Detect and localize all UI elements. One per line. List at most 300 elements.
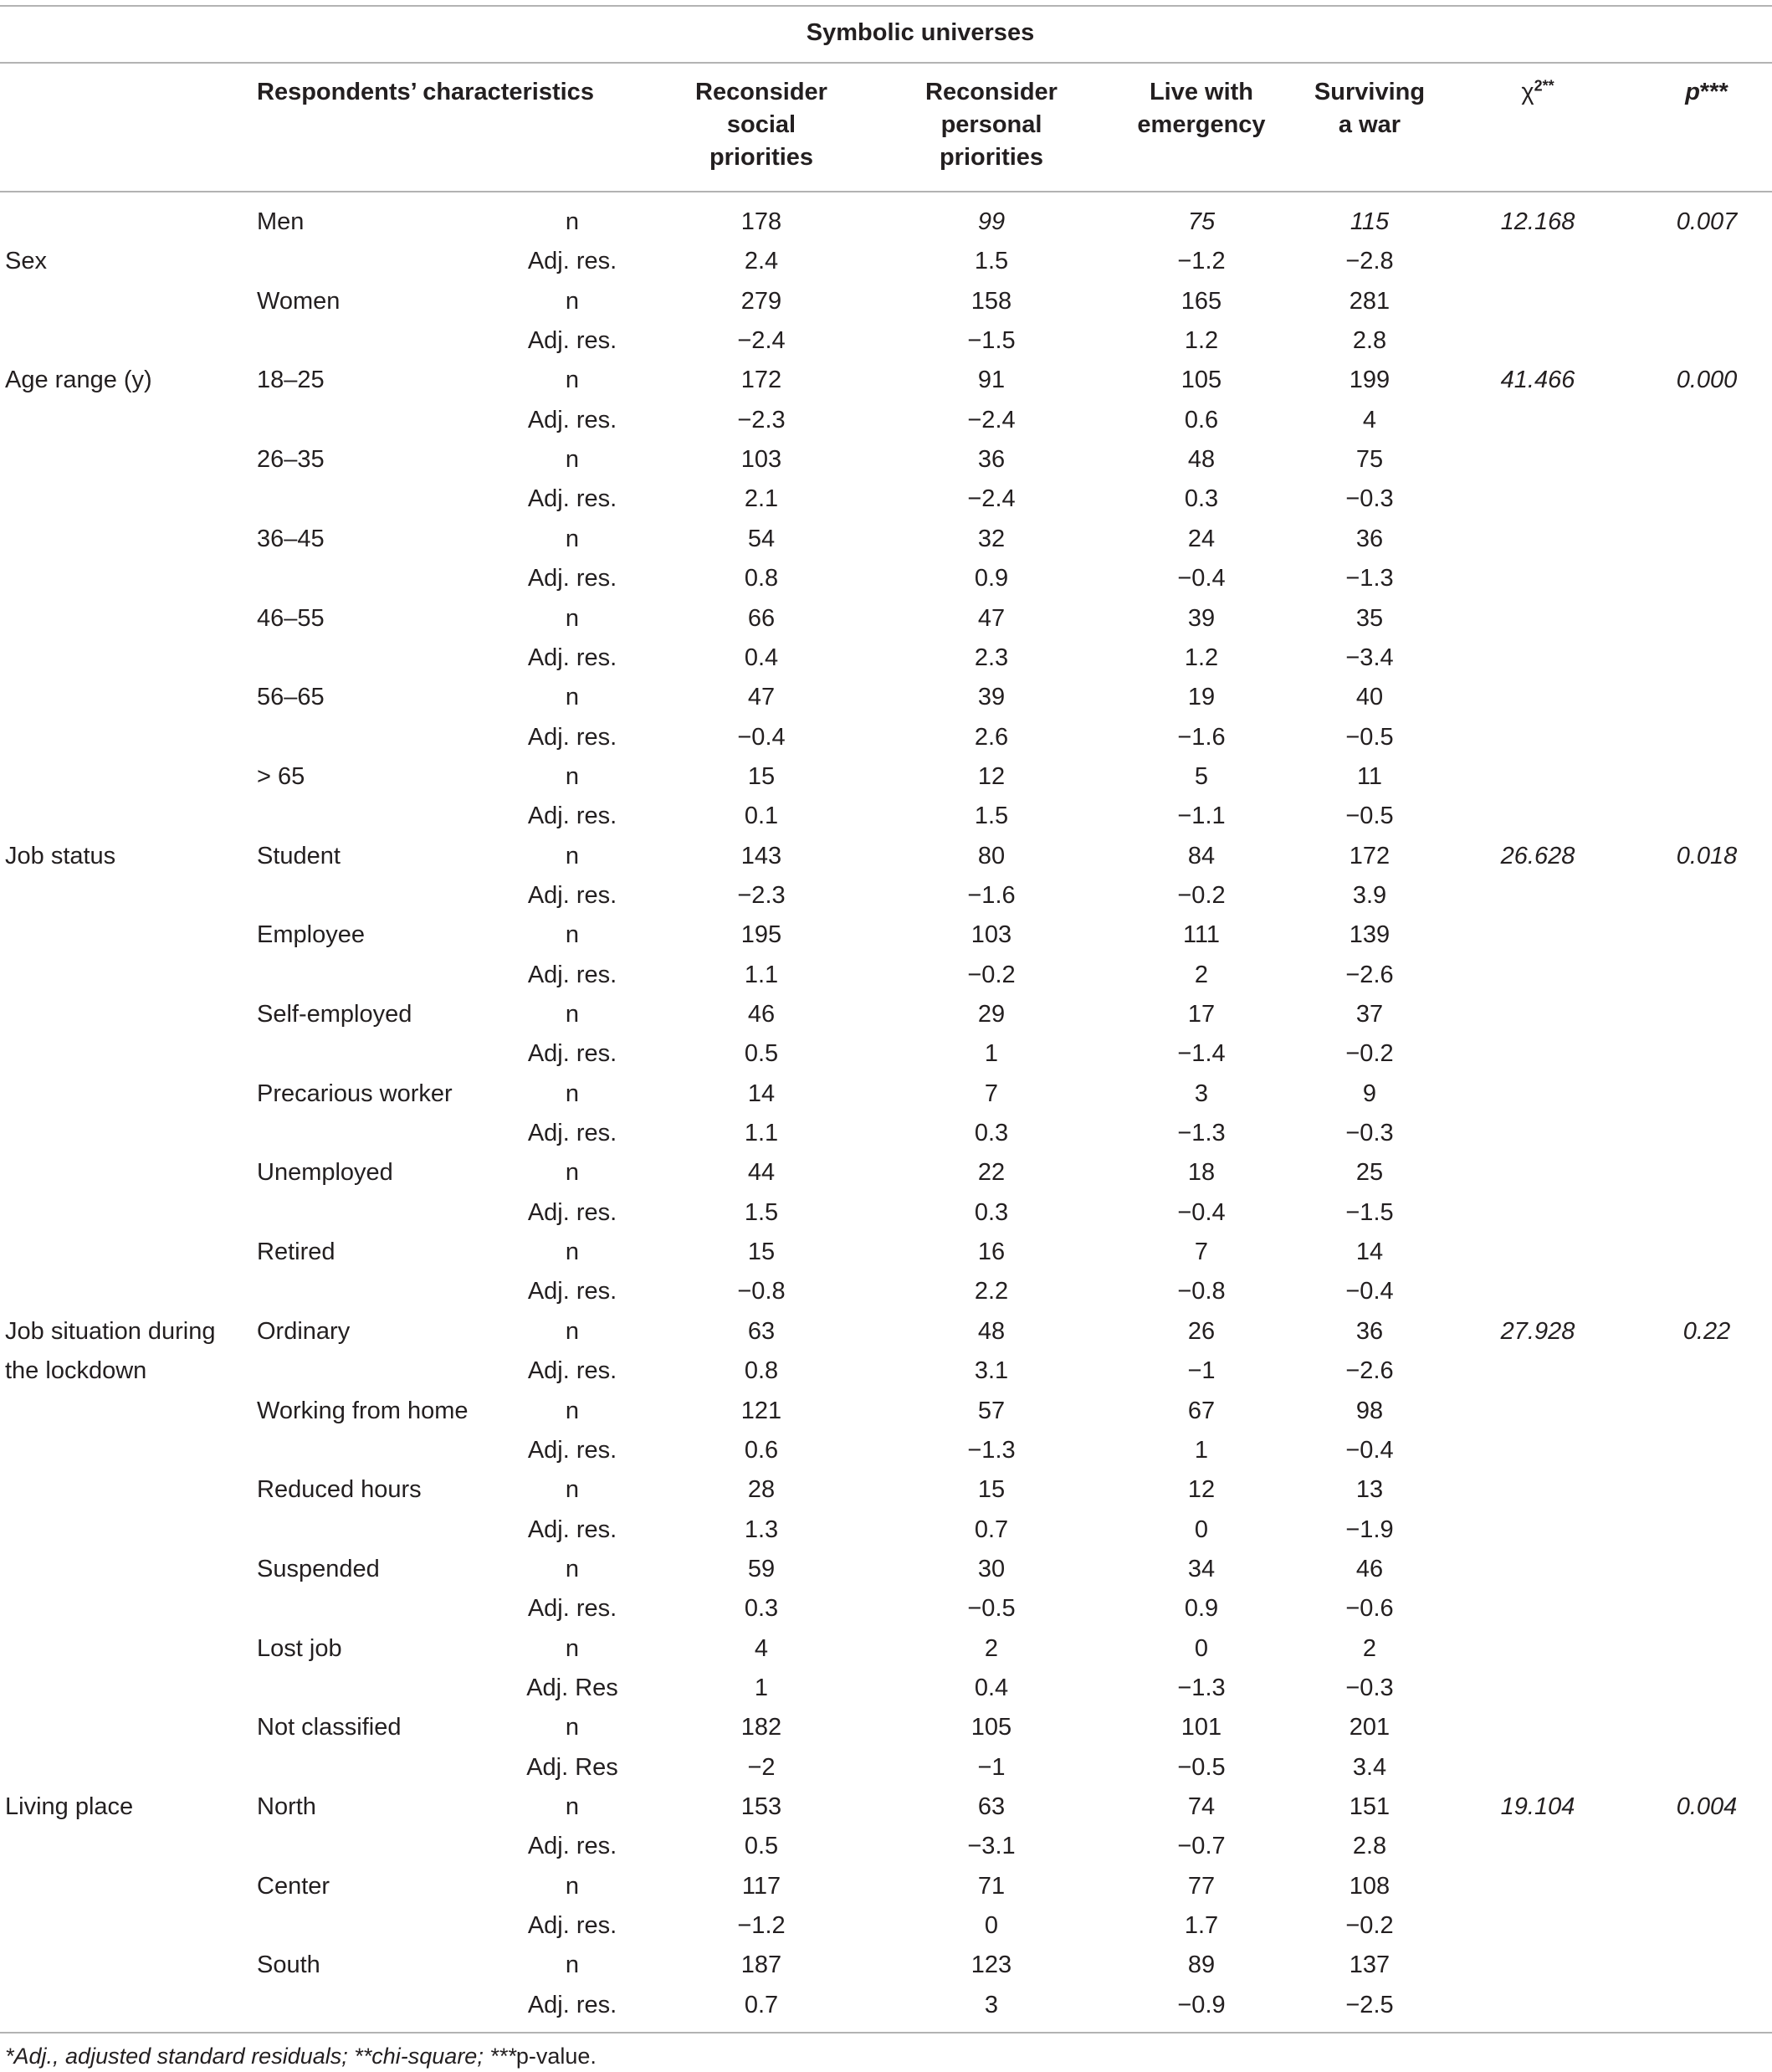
- table-row: [0, 1312, 1772, 1351]
- header-line: Reconsider: [925, 79, 1058, 105]
- cell-value: 101: [1180, 1714, 1222, 1741]
- row-statistic-label: Adj. res.: [527, 1120, 617, 1147]
- cell-value: 80: [977, 842, 1006, 869]
- cell-value: −1.3: [1177, 1674, 1226, 1701]
- cell-chi-square: 19.104: [1500, 1793, 1575, 1820]
- cell-value: −0.3: [1345, 485, 1394, 513]
- cell-value: −0.8: [737, 1278, 786, 1305]
- cell-value: 123: [971, 1951, 1012, 1979]
- cell-value: 98: [1355, 1397, 1384, 1424]
- cell-value: 74: [1187, 1793, 1216, 1820]
- cell-value: 12: [1187, 1476, 1216, 1504]
- cell-value: −2.6: [1345, 1357, 1394, 1385]
- cell-value: −2.4: [967, 485, 1016, 513]
- cell-value: 2: [1194, 961, 1209, 988]
- header-chi-square: [1454, 76, 1621, 109]
- table-row: [0, 1510, 1772, 1550]
- row-statistic-label: Adj. res.: [527, 248, 617, 275]
- cell-value: −3.4: [1345, 644, 1394, 671]
- cell-value: 15: [977, 1476, 1006, 1504]
- cell-value: 54: [747, 525, 776, 552]
- cell-value: −1: [1187, 1357, 1216, 1385]
- row-category-label: 46–55: [257, 604, 325, 632]
- cell-p-value: 0.007: [1676, 208, 1738, 235]
- cell-value: −0.4: [737, 723, 786, 751]
- cell-value: −0.4: [1177, 1198, 1226, 1226]
- row-category-label: Men: [257, 208, 305, 235]
- row-statistic-label: n: [565, 1634, 580, 1662]
- cell-value: −2.4: [967, 406, 1016, 433]
- row-group-label: Age range (y): [5, 367, 152, 394]
- row-statistic-label: Adj. res.: [527, 1991, 617, 2018]
- cell-value: 105: [1180, 367, 1222, 394]
- header-respondents-characteristics: Respondents’ characteristics: [257, 79, 594, 105]
- cell-value: 0.9: [974, 565, 1009, 592]
- row-statistic-label: n: [565, 208, 580, 235]
- row-statistic-label: Adj. res.: [527, 1833, 617, 1860]
- cell-value: −2: [747, 1753, 776, 1781]
- cell-value: −0.8: [1177, 1278, 1226, 1305]
- table-row: [0, 1233, 1772, 1272]
- row-category-label: Precarious worker: [257, 1080, 453, 1107]
- cell-value: 32: [977, 525, 1006, 552]
- row-statistic-label: n: [565, 842, 580, 869]
- table-row: [0, 401, 1772, 440]
- cell-value: 117: [741, 1872, 781, 1900]
- cell-value: −1.3: [967, 1436, 1016, 1464]
- cell-value: 19: [1187, 684, 1216, 711]
- table-row: [0, 1034, 1772, 1074]
- cell-value: 2: [1362, 1634, 1377, 1662]
- cell-value: 4: [1362, 406, 1377, 433]
- cell-value: 39: [1187, 604, 1216, 632]
- row-category-label: 36–45: [257, 525, 325, 552]
- row-statistic-label: n: [565, 1714, 580, 1741]
- row-category-label: South: [257, 1951, 320, 1979]
- table-row: [0, 1550, 1772, 1589]
- cell-value: 108: [1349, 1872, 1390, 1900]
- cell-value: 1.5: [974, 803, 1009, 830]
- table-row: [0, 797, 1772, 836]
- row-statistic-label: Adj. Res: [526, 1674, 618, 1701]
- row-statistic-label: n: [565, 1080, 580, 1107]
- cell-value: 11: [1356, 762, 1383, 790]
- cell-value: −1.6: [967, 881, 1016, 909]
- table-row: [0, 1827, 1772, 1866]
- cell-value: 75: [1187, 208, 1216, 235]
- table-row: [0, 678, 1772, 717]
- cell-value: −0.4: [1177, 565, 1226, 592]
- cell-value: −2.6: [1345, 961, 1394, 988]
- table-row: [0, 1708, 1772, 1747]
- table-row: [0, 321, 1772, 361]
- table-row: [0, 876, 1772, 915]
- header-line: Reconsider: [695, 79, 827, 105]
- header-line: emergency: [1137, 111, 1266, 138]
- header-line: social: [726, 111, 796, 138]
- cell-value: 0.3: [744, 1595, 779, 1623]
- cell-value: 63: [977, 1793, 1006, 1820]
- cell-p-value: 0.22: [1682, 1317, 1731, 1345]
- row-category-label: 56–65: [257, 684, 325, 711]
- row-statistic-label: n: [565, 921, 580, 949]
- cell-value: 5: [1194, 762, 1209, 790]
- cell-value: 2.8: [1352, 327, 1387, 355]
- cell-chi-square: 27.928: [1500, 1317, 1575, 1345]
- cell-value: 28: [747, 1476, 776, 1504]
- cell-value: 1.1: [744, 961, 779, 988]
- cell-value: 0.4: [744, 644, 779, 671]
- cell-value: 91: [977, 367, 1006, 394]
- table-row: [0, 1787, 1772, 1827]
- row-category-label: Women: [257, 287, 341, 315]
- table-row: [0, 599, 1772, 639]
- row-group-label: Sex: [5, 248, 47, 275]
- row-category-label: Reduced hours: [257, 1476, 422, 1504]
- cell-value: 35: [1355, 604, 1384, 632]
- cell-value: 0.8: [744, 565, 779, 592]
- cell-value: 4: [754, 1634, 769, 1662]
- table-row: [0, 956, 1772, 995]
- cell-value: 48: [1187, 446, 1216, 474]
- table-row: [0, 480, 1772, 519]
- cell-value: 0.3: [974, 1198, 1009, 1226]
- cell-chi-square: 26.628: [1500, 842, 1575, 869]
- cell-value: 2.2: [974, 1278, 1009, 1305]
- table-row: [0, 520, 1772, 559]
- row-statistic-label: Adj. res.: [527, 1357, 617, 1385]
- cell-value: 36: [977, 446, 1006, 474]
- row-statistic-label: Adj. res.: [527, 644, 617, 671]
- cell-value: −2.4: [737, 327, 786, 355]
- header-line: personal: [940, 111, 1042, 138]
- row-statistic-label: Adj. res.: [527, 485, 617, 513]
- cell-value: 1.5: [974, 248, 1009, 275]
- header-reconsider-personal-priorities: [891, 76, 1092, 174]
- row-category-label: Ordinary: [257, 1317, 351, 1345]
- cell-value: 48: [977, 1317, 1006, 1345]
- cell-value: 26: [1187, 1317, 1216, 1345]
- cell-value: −0.9: [1177, 1991, 1226, 2018]
- cell-value: −0.5: [1345, 803, 1394, 830]
- cell-value: 158: [971, 287, 1012, 315]
- row-statistic-label: n: [565, 1397, 580, 1424]
- row-statistic-label: Adj. res.: [527, 565, 617, 592]
- cell-value: 3.1: [974, 1357, 1009, 1385]
- cell-chi-square: 12.168: [1500, 208, 1575, 235]
- cell-value: 0.3: [974, 1120, 1009, 1147]
- cell-value: −2.8: [1345, 248, 1394, 275]
- cell-value: −0.2: [967, 961, 1016, 988]
- cell-value: 37: [1355, 1001, 1384, 1028]
- cell-value: 99: [977, 208, 1006, 235]
- cell-value: 36: [1355, 525, 1384, 552]
- row-statistic-label: n: [565, 287, 580, 315]
- cell-value: 137: [1349, 1951, 1390, 1979]
- row-statistic-label: n: [565, 1476, 580, 1504]
- row-category-label: Lost job: [257, 1634, 342, 1662]
- table-row: [0, 915, 1772, 955]
- cell-value: 0.5: [744, 1833, 779, 1860]
- table-row: [0, 1392, 1772, 1431]
- row-statistic-label: Adj. res.: [527, 723, 617, 751]
- cell-value: −1.5: [1345, 1198, 1394, 1226]
- cell-value: 3: [1194, 1080, 1209, 1107]
- row-category-label: Employee: [257, 921, 365, 949]
- row-statistic-label: n: [565, 1951, 580, 1979]
- cell-value: −1.3: [1345, 565, 1394, 592]
- row-group-label: Living place: [5, 1793, 134, 1820]
- row-statistic-label: Adj. res.: [527, 327, 617, 355]
- group-header-symbolic-universes: Symbolic universes: [806, 19, 1035, 46]
- cell-value: 66: [747, 604, 776, 632]
- cell-value: 3.9: [1352, 881, 1387, 909]
- cell-value: −1.3: [1177, 1120, 1226, 1147]
- cell-value: 153: [740, 1793, 782, 1820]
- cell-value: −2.3: [737, 406, 786, 433]
- cell-value: 15: [747, 1239, 776, 1266]
- cell-value: 2: [984, 1634, 999, 1662]
- table-footnote: [5, 2040, 597, 2072]
- cell-value: 77: [1187, 1872, 1216, 1900]
- cell-value: 89: [1187, 1951, 1216, 1979]
- cell-value: −1.6: [1177, 723, 1226, 751]
- cell-value: 17: [1187, 1001, 1216, 1028]
- table-row: [0, 995, 1772, 1034]
- row-statistic-label: n: [565, 1793, 580, 1820]
- cell-value: 44: [747, 1159, 776, 1187]
- cell-value: 172: [740, 367, 782, 394]
- cell-value: 47: [977, 604, 1006, 632]
- cell-value: 0.9: [1184, 1595, 1219, 1623]
- cell-value: 1.2: [1184, 644, 1219, 671]
- cell-value: 0.4: [974, 1674, 1009, 1701]
- row-statistic-label: n: [565, 446, 580, 474]
- header-line: priorities: [939, 144, 1044, 171]
- table-row: [0, 1867, 1772, 1906]
- cell-value: 29: [977, 1001, 1006, 1028]
- header-line: a war: [1338, 111, 1401, 138]
- row-statistic-label: n: [565, 1001, 580, 1028]
- cell-value: −0.2: [1345, 1040, 1394, 1068]
- cell-value: 30: [977, 1555, 1006, 1582]
- row-statistic-label: Adj. res.: [527, 1516, 617, 1543]
- row-category-label: Student: [257, 842, 341, 869]
- table-row: [0, 1669, 1772, 1708]
- cell-value: 105: [971, 1714, 1012, 1741]
- table-row: [0, 1470, 1772, 1510]
- row-category-label: Suspended: [257, 1555, 380, 1582]
- cell-value: 0: [1194, 1634, 1209, 1662]
- cell-value: 46: [747, 1001, 776, 1028]
- cell-value: −0.6: [1345, 1595, 1394, 1623]
- cell-value: 139: [1349, 921, 1390, 949]
- cell-value: 14: [1355, 1239, 1384, 1266]
- cell-value: 67: [1187, 1397, 1216, 1424]
- table-row: [0, 1351, 1772, 1391]
- cell-value: 103: [971, 921, 1012, 949]
- cell-value: −0.3: [1345, 1674, 1394, 1701]
- p-suffix: ***: [1699, 79, 1728, 105]
- row-statistic-label: Adj. res.: [527, 1912, 617, 1940]
- cell-value: 195: [740, 921, 782, 949]
- cell-value: 71: [977, 1872, 1006, 1900]
- table-row: [0, 1629, 1772, 1669]
- cell-value: 13: [1355, 1476, 1384, 1504]
- cell-value: −1.4: [1177, 1040, 1226, 1068]
- cell-value: 1.3: [744, 1516, 779, 1543]
- table-row: [0, 559, 1772, 598]
- table-row: [0, 1074, 1772, 1114]
- table-row: [0, 718, 1772, 757]
- cell-value: 0.6: [1184, 406, 1219, 433]
- cell-value: 2.1: [744, 485, 779, 513]
- table-row: [0, 1272, 1772, 1311]
- cell-value: 9: [1362, 1080, 1377, 1107]
- cell-value: 187: [740, 1951, 782, 1979]
- cell-value: 1: [1194, 1436, 1209, 1464]
- cell-value: 0.8: [744, 1357, 779, 1385]
- row-category-label: Working from home: [257, 1397, 469, 1424]
- cell-value: 16: [977, 1239, 1006, 1266]
- cell-value: 1.1: [744, 1120, 779, 1147]
- cell-value: 24: [1187, 525, 1216, 552]
- footnote-p-value: p-value.: [515, 2044, 597, 2069]
- cell-p-value: 0.018: [1676, 842, 1738, 869]
- table-row: [0, 639, 1772, 678]
- cell-value: 3.4: [1352, 1753, 1387, 1781]
- cell-p-value: 0.004: [1676, 1793, 1738, 1820]
- cell-value: 0.5: [744, 1040, 779, 1068]
- row-statistic-label: n: [565, 762, 580, 790]
- cell-value: −0.3: [1345, 1120, 1394, 1147]
- cell-p-value: 0.000: [1676, 367, 1738, 394]
- table-top-rule: [0, 5, 1772, 7]
- cell-value: 115: [1349, 208, 1390, 235]
- table-bottom-rule: [0, 2032, 1772, 2034]
- cell-value: 14: [747, 1080, 776, 1107]
- row-category-label: Unemployed: [257, 1159, 393, 1187]
- cell-value: 57: [977, 1397, 1006, 1424]
- row-statistic-label: Adj. res.: [527, 803, 617, 830]
- cell-value: 199: [1349, 367, 1390, 394]
- cell-value: −1.2: [1177, 248, 1226, 275]
- table-row: [0, 1946, 1772, 1985]
- row-category-label: > 65: [257, 762, 305, 790]
- cell-value: 165: [1180, 287, 1222, 315]
- cell-value: −0.4: [1345, 1436, 1394, 1464]
- row-statistic-label: n: [565, 684, 580, 711]
- header-bottom-rule: [0, 191, 1772, 192]
- row-category-label: Self-employed: [257, 1001, 412, 1028]
- table-row: [0, 1431, 1772, 1470]
- row-statistic-label: n: [565, 1159, 580, 1187]
- header-surviving-a-war: [1269, 76, 1470, 141]
- row-category-label: Retired: [257, 1239, 335, 1266]
- table-row: [0, 1906, 1772, 1946]
- header-reconsider-social-priorities: [661, 76, 862, 174]
- cell-value: 40: [1355, 684, 1384, 711]
- cell-value: 63: [747, 1317, 776, 1345]
- cell-value: 0.1: [744, 803, 779, 830]
- cell-value: 3: [984, 1991, 999, 2018]
- chi-superscript: 2**: [1534, 77, 1554, 95]
- row-statistic-label: n: [565, 604, 580, 632]
- row-statistic-label: Adj. res.: [527, 406, 617, 433]
- cell-value: 279: [740, 287, 782, 315]
- row-group-label: the lockdown: [5, 1357, 147, 1385]
- cell-value: −0.2: [1345, 1912, 1394, 1940]
- cell-value: 46: [1355, 1555, 1384, 1582]
- cell-value: 1.7: [1184, 1912, 1219, 1940]
- row-statistic-label: n: [565, 1239, 580, 1266]
- cell-value: 36: [1355, 1317, 1384, 1345]
- cell-value: 103: [740, 446, 782, 474]
- row-statistic-label: n: [565, 1317, 580, 1345]
- table-row: [0, 1748, 1772, 1787]
- cell-value: 39: [977, 684, 1006, 711]
- row-statistic-label: Adj. res.: [527, 1436, 617, 1464]
- cell-value: −0.5: [1345, 723, 1394, 751]
- cell-value: 143: [740, 842, 782, 869]
- row-category-label: Not classified: [257, 1714, 402, 1741]
- cell-value: −1: [977, 1753, 1006, 1781]
- cell-value: 1: [984, 1040, 999, 1068]
- row-group-label: Job status: [5, 842, 116, 869]
- table-row: [0, 282, 1772, 321]
- row-group-label: Job situation during: [5, 1317, 216, 1345]
- cell-value: 201: [1349, 1714, 1390, 1741]
- cell-value: −1.1: [1177, 803, 1226, 830]
- cell-value: −2.5: [1345, 1991, 1394, 2018]
- row-statistic-label: n: [565, 525, 580, 552]
- cell-value: 0: [1194, 1516, 1209, 1543]
- cell-chi-square: 41.466: [1500, 367, 1575, 394]
- cell-value: 0.7: [974, 1516, 1009, 1543]
- row-statistic-label: Adj. Res: [526, 1753, 618, 1781]
- cell-value: 0.7: [744, 1991, 779, 2018]
- cell-value: 25: [1355, 1159, 1384, 1187]
- table-row: [0, 1114, 1772, 1153]
- cell-value: 1.5: [744, 1198, 779, 1226]
- table-row: [0, 1589, 1772, 1628]
- cell-value: −1.2: [737, 1912, 786, 1940]
- table-row: [0, 1153, 1772, 1192]
- cell-value: 178: [740, 208, 782, 235]
- cell-value: −0.2: [1177, 881, 1226, 909]
- cell-value: 15: [747, 762, 776, 790]
- cell-value: 281: [1349, 287, 1390, 315]
- row-statistic-label: Adj. res.: [527, 961, 617, 988]
- cell-value: −0.5: [967, 1595, 1016, 1623]
- row-statistic-label: n: [565, 367, 580, 394]
- header-line: Live with: [1149, 79, 1254, 105]
- cell-value: 1: [754, 1674, 769, 1701]
- cell-value: 182: [740, 1714, 782, 1741]
- row-statistic-label: Adj. res.: [527, 1595, 617, 1623]
- row-category-label: 18–25: [257, 367, 325, 394]
- row-category-label: Center: [257, 1872, 330, 1900]
- cell-value: 7: [1194, 1239, 1209, 1266]
- cell-value: 2.8: [1352, 1833, 1387, 1860]
- row-statistic-label: Adj. res.: [527, 1198, 617, 1226]
- cell-value: −0.7: [1177, 1833, 1226, 1860]
- footnote-text: *Adj., adjusted standard residuals; **chi-square; ***: [5, 2044, 516, 2069]
- cell-value: 7: [984, 1080, 999, 1107]
- cell-value: 75: [1355, 446, 1384, 474]
- cell-value: 0.3: [1184, 485, 1219, 513]
- cell-value: −2.3: [737, 881, 786, 909]
